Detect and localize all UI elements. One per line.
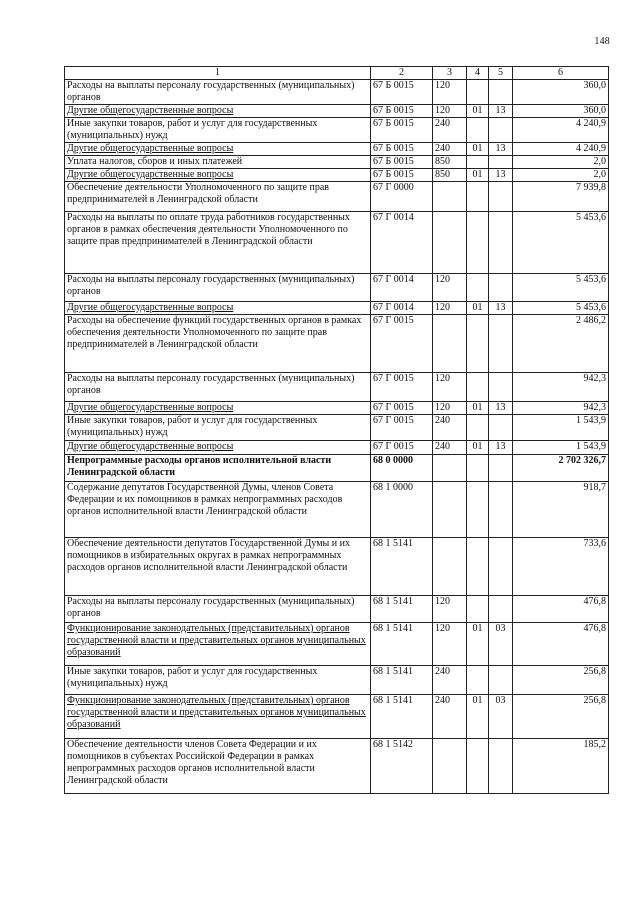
row-rz: 01 bbox=[467, 695, 489, 739]
row-pr bbox=[489, 373, 513, 402]
row-vr: 120 bbox=[433, 105, 467, 118]
table-row bbox=[65, 212, 609, 274]
row-vr: 120 bbox=[433, 373, 467, 402]
row-name: Расходы на выплаты персоналу государственных (муниципальных) органов bbox=[65, 373, 371, 402]
row-amount: 2,0 bbox=[513, 156, 609, 169]
budget-table bbox=[64, 66, 609, 794]
row-code: 67 Г 0015 bbox=[371, 373, 433, 402]
header-row bbox=[65, 67, 609, 80]
row-pr bbox=[489, 80, 513, 105]
row-amount: 5 453,6 bbox=[513, 274, 609, 302]
column-header-pr: 5 bbox=[489, 67, 513, 80]
row-pr bbox=[489, 482, 513, 538]
row-rz: 01 bbox=[467, 441, 489, 455]
table-row bbox=[65, 105, 609, 118]
row-code: 67 Б 0015 bbox=[371, 156, 433, 169]
column-header-rz: 4 bbox=[467, 67, 489, 80]
table-row bbox=[65, 666, 609, 695]
row-vr: 120 bbox=[433, 80, 467, 105]
row-vr: 240 bbox=[433, 415, 467, 441]
row-name: Расходы на выплаты персоналу государственных (муниципальных) органов bbox=[65, 596, 371, 623]
table-row bbox=[65, 373, 609, 402]
row-code: 67 Г 0014 bbox=[371, 274, 433, 302]
table-row bbox=[65, 596, 609, 623]
row-code: 67 Г 0000 bbox=[371, 182, 433, 212]
row-amount: 2,0 bbox=[513, 169, 609, 182]
row-rz bbox=[467, 274, 489, 302]
table-row bbox=[65, 482, 609, 538]
table-row bbox=[65, 302, 609, 315]
row-amount: 733,6 bbox=[513, 538, 609, 596]
row-amount: 942,3 bbox=[513, 402, 609, 415]
row-amount: 360,0 bbox=[513, 105, 609, 118]
table-row bbox=[65, 274, 609, 302]
row-amount: 1 543,9 bbox=[513, 441, 609, 455]
row-vr: 120 bbox=[433, 596, 467, 623]
row-amount: 2 486,2 bbox=[513, 315, 609, 373]
row-name: Иные закупки товаров, работ и услуг для государственных (муниципальных) нужд bbox=[65, 666, 371, 695]
row-code: 67 Б 0015 bbox=[371, 80, 433, 105]
row-name: Непрограммные расходы органов исполнительной власти Ленинградской области bbox=[65, 455, 371, 482]
row-rz: 01 bbox=[467, 169, 489, 182]
row-vr: 120 bbox=[433, 402, 467, 415]
row-pr: 13 bbox=[489, 169, 513, 182]
table-row bbox=[65, 80, 609, 105]
row-vr bbox=[433, 455, 467, 482]
row-vr: 240 bbox=[433, 118, 467, 143]
row-pr: 03 bbox=[489, 695, 513, 739]
row-code: 67 Б 0015 bbox=[371, 105, 433, 118]
row-vr bbox=[433, 538, 467, 596]
row-name: Иные закупки товаров, работ и услуг для государственных (муниципальных) нужд bbox=[65, 118, 371, 143]
row-vr bbox=[433, 212, 467, 274]
row-code: 67 Б 0015 bbox=[371, 143, 433, 156]
row-pr: 13 bbox=[489, 143, 513, 156]
table-row bbox=[65, 441, 609, 455]
row-code: 68 1 5141 bbox=[371, 538, 433, 596]
row-amount: 256,8 bbox=[513, 695, 609, 739]
row-pr: 13 bbox=[489, 402, 513, 415]
row-name: Расходы на выплаты персоналу государственных (муниципальных) органов bbox=[65, 274, 371, 302]
row-amount: 918,7 bbox=[513, 482, 609, 538]
row-code: 68 1 0000 bbox=[371, 482, 433, 538]
row-pr bbox=[489, 212, 513, 274]
row-rz bbox=[467, 482, 489, 538]
row-name: Обеспечение деятельности членов Совета Федерации и их помощников в субъектах Российской Федерации в рамках непрограммных расходов органов исполнительной власти Ленинградской области bbox=[65, 739, 371, 794]
row-pr bbox=[489, 182, 513, 212]
row-rz bbox=[467, 455, 489, 482]
row-code: 68 1 5141 bbox=[371, 666, 433, 695]
table-row bbox=[65, 169, 609, 182]
table-row bbox=[65, 538, 609, 596]
row-amount: 7 939,8 bbox=[513, 182, 609, 212]
row-vr: 240 bbox=[433, 143, 467, 156]
row-vr bbox=[433, 182, 467, 212]
row-code: 68 1 5142 bbox=[371, 739, 433, 794]
row-code: 68 1 5141 bbox=[371, 695, 433, 739]
row-name: Расходы на выплаты по оплате труда работников государственных органов в рамках обеспечения деятельности Уполномоченного по защите прав предпринимателей в Ленинградской области bbox=[65, 212, 371, 274]
row-name: Другие общегосударственные вопросы bbox=[65, 169, 371, 182]
row-pr bbox=[489, 596, 513, 623]
row-code: 67 Б 0015 bbox=[371, 169, 433, 182]
row-pr bbox=[489, 666, 513, 695]
row-name: Другие общегосударственные вопросы bbox=[65, 143, 371, 156]
row-rz: 01 bbox=[467, 143, 489, 156]
row-pr: 13 bbox=[489, 105, 513, 118]
column-header-code: 2 bbox=[371, 67, 433, 80]
row-name: Иные закупки товаров, работ и услуг для государственных (муниципальных) нужд bbox=[65, 415, 371, 441]
row-vr: 120 bbox=[433, 302, 467, 315]
row-rz: 01 bbox=[467, 105, 489, 118]
table-row bbox=[65, 118, 609, 143]
row-pr bbox=[489, 156, 513, 169]
row-pr: 03 bbox=[489, 623, 513, 666]
table-row bbox=[65, 182, 609, 212]
row-code: 67 Г 0014 bbox=[371, 302, 433, 315]
row-amount: 360,0 bbox=[513, 80, 609, 105]
table-row bbox=[65, 143, 609, 156]
row-amount: 476,8 bbox=[513, 596, 609, 623]
row-pr bbox=[489, 274, 513, 302]
column-header-vr: 3 bbox=[433, 67, 467, 80]
row-amount: 5 453,6 bbox=[513, 212, 609, 274]
row-name: Функционирование законодательных (представительных) органов государственной власти и представительных органов муниципальных образований bbox=[65, 623, 371, 666]
row-name: Другие общегосударственные вопросы bbox=[65, 105, 371, 118]
row-amount: 4 240,9 bbox=[513, 118, 609, 143]
table-row bbox=[65, 695, 609, 739]
row-name: Другие общегосударственные вопросы bbox=[65, 441, 371, 455]
row-amount: 185,2 bbox=[513, 739, 609, 794]
table-row bbox=[65, 315, 609, 373]
row-pr bbox=[489, 315, 513, 373]
table-row bbox=[65, 623, 609, 666]
row-vr bbox=[433, 739, 467, 794]
row-rz bbox=[467, 118, 489, 143]
row-code: 67 Г 0014 bbox=[371, 212, 433, 274]
row-rz bbox=[467, 156, 489, 169]
row-vr: 240 bbox=[433, 695, 467, 739]
row-vr: 850 bbox=[433, 169, 467, 182]
row-vr: 240 bbox=[433, 441, 467, 455]
row-pr: 13 bbox=[489, 302, 513, 315]
row-rz bbox=[467, 739, 489, 794]
row-vr bbox=[433, 482, 467, 538]
row-code: 67 Г 0015 bbox=[371, 402, 433, 415]
row-code: 68 0 0000 bbox=[371, 455, 433, 482]
row-name: Другие общегосударственные вопросы bbox=[65, 402, 371, 415]
row-amount: 1 543,9 bbox=[513, 415, 609, 441]
row-name: Другие общегосударственные вопросы bbox=[65, 302, 371, 315]
table-row bbox=[65, 739, 609, 794]
row-rz bbox=[467, 212, 489, 274]
row-rz bbox=[467, 182, 489, 212]
row-pr bbox=[489, 455, 513, 482]
table-row bbox=[65, 156, 609, 169]
row-amount: 256,8 bbox=[513, 666, 609, 695]
table-row bbox=[65, 455, 609, 482]
column-header-name: 1 bbox=[65, 67, 371, 80]
row-rz: 01 bbox=[467, 302, 489, 315]
row-pr bbox=[489, 739, 513, 794]
row-rz bbox=[467, 80, 489, 105]
row-rz bbox=[467, 596, 489, 623]
row-rz bbox=[467, 373, 489, 402]
row-rz bbox=[467, 538, 489, 596]
row-vr: 240 bbox=[433, 666, 467, 695]
row-pr bbox=[489, 415, 513, 441]
table-row bbox=[65, 415, 609, 441]
row-name: Обеспечение деятельности депутатов Государственной Думы и их помощников в избирательных округах в рамках непрограммных расходов органов исполнительной власти Ленинградской области bbox=[65, 538, 371, 596]
table-row bbox=[65, 402, 609, 415]
row-amount: 4 240,9 bbox=[513, 143, 609, 156]
row-name: Функционирование законодательных (представительных) органов государственной власти и представительных органов муниципальных образований bbox=[65, 695, 371, 739]
row-pr: 13 bbox=[489, 441, 513, 455]
row-amount: 5 453,6 bbox=[513, 302, 609, 315]
page-number: 148 bbox=[594, 36, 610, 47]
row-code: 67 Г 0015 bbox=[371, 415, 433, 441]
row-name: Расходы на обеспечение функций государственных органов в рамках обеспечения деятельности Уполномоченного по защите прав предпринимателей в Ленинградской области bbox=[65, 315, 371, 373]
row-code: 67 Б 0015 bbox=[371, 118, 433, 143]
row-pr bbox=[489, 118, 513, 143]
row-amount: 476,8 bbox=[513, 623, 609, 666]
row-amount: 2 702 326,7 bbox=[513, 455, 609, 482]
row-pr bbox=[489, 538, 513, 596]
column-header-amount: 6 bbox=[513, 67, 609, 80]
row-name: Содержание депутатов Государственной Думы, членов Совета Федерации и их помощников в рамках непрограммных расходов органов исполнительной власти Ленинградской области bbox=[65, 482, 371, 538]
row-code: 67 Г 0015 bbox=[371, 315, 433, 373]
row-vr: 120 bbox=[433, 274, 467, 302]
row-name: Расходы на выплаты персоналу государственных (муниципальных) органов bbox=[65, 80, 371, 105]
row-rz bbox=[467, 415, 489, 441]
row-rz bbox=[467, 315, 489, 373]
row-rz bbox=[467, 666, 489, 695]
row-vr: 120 bbox=[433, 623, 467, 666]
row-code: 68 1 5141 bbox=[371, 623, 433, 666]
row-rz: 01 bbox=[467, 402, 489, 415]
row-amount: 942,3 bbox=[513, 373, 609, 402]
row-code: 67 Г 0015 bbox=[371, 441, 433, 455]
row-code: 68 1 5141 bbox=[371, 596, 433, 623]
row-name: Уплата налогов, сборов и иных платежей bbox=[65, 156, 371, 169]
row-rz: 01 bbox=[467, 623, 489, 666]
row-name: Обеспечение деятельности Уполномоченного по защите прав предпринимателей в Ленинградской области bbox=[65, 182, 371, 212]
row-vr: 850 bbox=[433, 156, 467, 169]
row-vr bbox=[433, 315, 467, 373]
